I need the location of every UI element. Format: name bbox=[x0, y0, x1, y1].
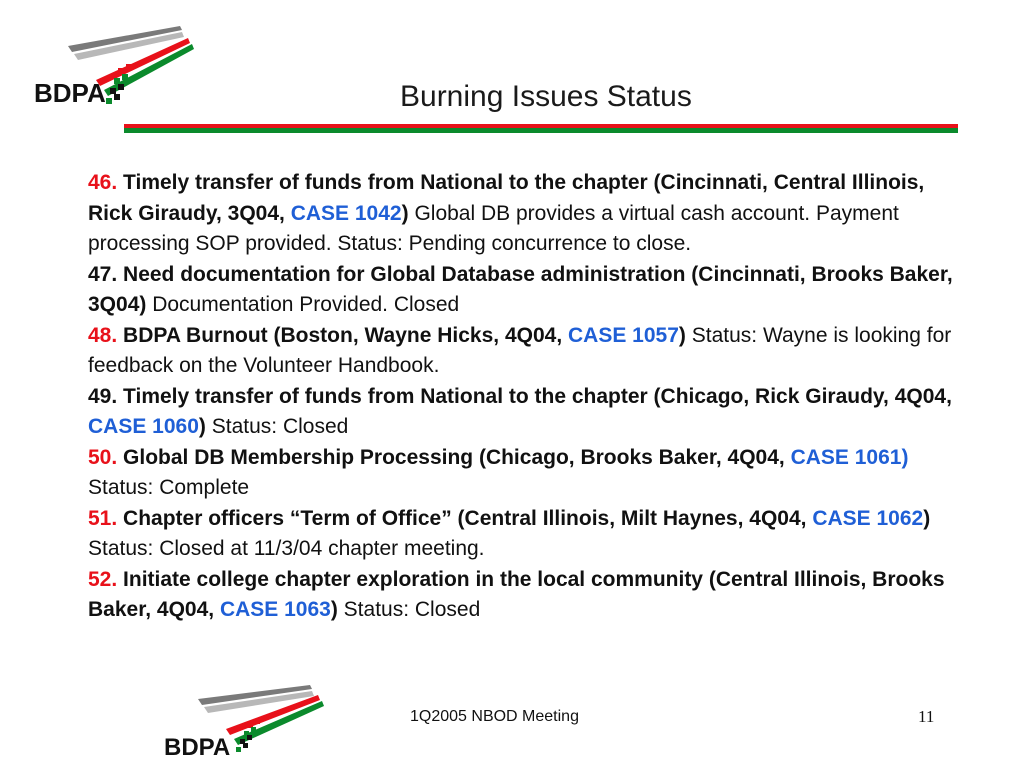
issue-title-close: ) bbox=[330, 598, 338, 621]
issue-number: 49. bbox=[88, 384, 118, 408]
issue-title: BDPA Burnout (Boston, Wayne Hicks, 4Q04, bbox=[117, 323, 568, 347]
logo-text: BDPA bbox=[34, 78, 106, 108]
page-number: 11 bbox=[918, 707, 935, 726]
title-rule-green bbox=[124, 128, 958, 133]
case-link[interactable]: CASE 1042 bbox=[290, 201, 402, 225]
issue-item bbox=[88, 168, 958, 260]
issue-title-close: ) bbox=[401, 201, 409, 225]
issue-number: 51. bbox=[88, 506, 118, 530]
issue-title: Need documentation for Global Database administration (Cincinnati, Brooks Baker, 3Q04) bbox=[88, 262, 953, 316]
issue-title: Timely transfer of funds from National to the chapter (Cincinnati, Central Illinois, Rick Giraudy, 3Q04, bbox=[88, 171, 925, 225]
issue-number: 52. bbox=[88, 567, 118, 591]
issue-title-close: ) bbox=[678, 323, 686, 347]
issue-status: Status: Closed bbox=[205, 415, 349, 438]
issue-item bbox=[88, 321, 958, 382]
issue-number: 50. bbox=[88, 445, 118, 469]
issue-title: Initiate college chapter exploration in the local community (Central Illinois, Brooks Baker, 4Q04, bbox=[88, 567, 945, 621]
case-link[interactable]: CASE 1063 bbox=[219, 598, 331, 621]
issue-title-close: ) bbox=[923, 506, 931, 530]
issue-status: Status: Wayne is looking for feedback on the Volunteer Handbook. bbox=[88, 323, 952, 377]
issue-title: Global DB Membership Processing (Chicago, Brooks Baker, 4Q04, bbox=[117, 445, 791, 469]
issue-title: Chapter officers “Term of Office” (Central Illinois, Milt Haynes, 4Q04, bbox=[117, 506, 813, 530]
bdpa-logo bbox=[30, 18, 200, 118]
issue-title-close: ) bbox=[198, 415, 206, 438]
issue-number: 46. bbox=[88, 171, 118, 194]
issue-number: 48. bbox=[88, 323, 118, 347]
case-link[interactable]: CASE 1060 bbox=[88, 415, 199, 438]
issue-item bbox=[88, 565, 958, 626]
page-title: Burning Issues Status bbox=[400, 80, 692, 113]
issue-item bbox=[88, 443, 958, 504]
issue-status: Global DB provides a virtual cash account. Payment processing SOP provided. Status: Pending concurrence to close. bbox=[88, 201, 899, 255]
issue-status: Documentation Provided. Closed bbox=[146, 293, 460, 316]
issue-status: Status: Complete bbox=[88, 476, 250, 499]
issue-number: 47. bbox=[88, 262, 118, 286]
issue-title: Timely transfer of funds from National to the chapter (Chicago, Rick Giraudy, 4Q04, bbox=[117, 384, 952, 408]
issue-item bbox=[88, 260, 958, 321]
issue-status: Status: Closed bbox=[337, 598, 481, 621]
issues-list bbox=[88, 168, 958, 626]
bdpa-logo-footer bbox=[160, 683, 330, 763]
issue-item bbox=[88, 504, 958, 565]
case-link[interactable]: CASE 1057 bbox=[568, 323, 679, 347]
footer-meeting: 1Q2005 NBOD Meeting bbox=[410, 708, 579, 725]
issue-status: Status: Closed at 11/3/04 chapter meeting. bbox=[88, 537, 485, 560]
issue-item bbox=[88, 382, 958, 443]
case-link[interactable]: CASE 1061) bbox=[790, 445, 909, 469]
case-link[interactable]: CASE 1062 bbox=[812, 506, 924, 530]
logo-footer-text: BDPA bbox=[164, 734, 231, 761]
